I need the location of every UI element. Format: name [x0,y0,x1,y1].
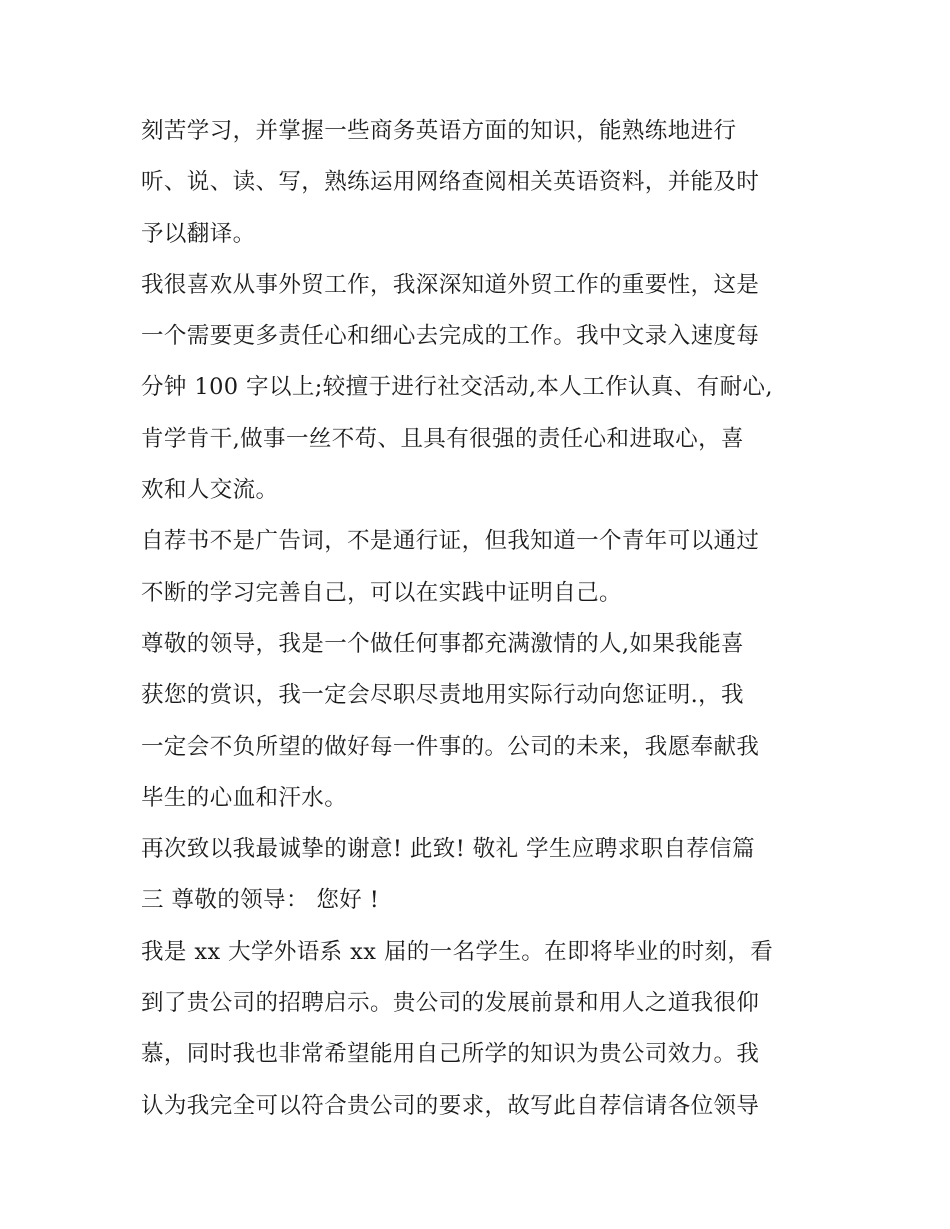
text-line: 毕生的心血和汗水。 [141,784,348,811]
text-line: 尊敬的领导，我是一个做任何事都充满激情的人,如果我能喜 [141,630,744,657]
text-line: 自荐书不是广告词，不是通行证，但我知道一个青年可以通过 [141,528,760,555]
text-line: 肯学肯干,做事一丝不苟、且具有很强的责任心和进取心，喜 [141,425,744,452]
text-line: 刻苦学习，并掌握一些商务英语方面的知识，能熟练地进行 [141,118,737,144]
text-line: 一定会不负所望的做好每一件事的。公司的未来，我愿奉献我 [141,733,760,760]
text-line: 不断的学习完善自己，可以在实践中证明自己。 [141,579,622,606]
text-line: 到了贵公司的招聘启示。贵公司的发展前景和用人之道我很仰 [141,990,760,1017]
text-line: 欢和人交流。 [141,477,279,504]
text-line: 一个需要更多责任心和细心去完成的工作。我中文录入速度每 [141,323,760,350]
text-line: 认为我完全可以符合贵公司的要求，故写此自荐信请各位领导 [141,1092,760,1119]
text-line: 再次致以我最诚挚的谢意! 此致! 敬礼 学生应聘求职自荐信篇 [141,836,756,863]
text-line: 慕，同时我也非常希望能用自己所学的知识为贵公司效力。我 [141,1041,760,1068]
document-body [141,106,821,1132]
text-line: 予以翻译。 [141,220,256,247]
text-line: 三 尊敬的领导： 您好 ! [141,887,380,914]
text-line: 获您的赏识，我一定会尽职尽责地用实际行动向您证明.，我 [141,682,744,709]
text-line: 我很喜欢从事外贸工作，我深深知道外贸工作的重要性，这是 [141,271,760,298]
text-line: 听、说、读、写，熟练运用网络查阅相关英语资料，并能及时 [141,169,760,196]
text-line: 分钟 100 字以上;较擅于进行社交活动,本人工作认真、有耐心, [141,374,773,401]
text-line: 我是 xx 大学外语系 xx 届的一名学生。在即将毕业的时刻，看 [141,938,774,965]
